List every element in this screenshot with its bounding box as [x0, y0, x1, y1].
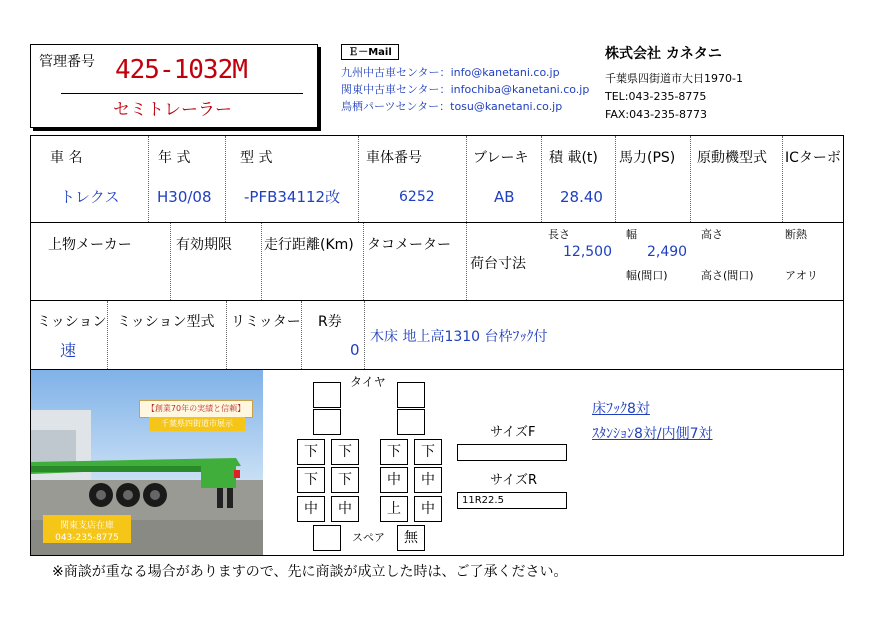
label-length: 長さ — [548, 228, 570, 241]
col-divider — [615, 136, 616, 222]
tire-spare-empty — [313, 525, 341, 551]
label-size-rear: サイズR — [490, 473, 537, 488]
company-tel: TEL:043-235-8775 — [605, 90, 707, 103]
col-divider — [363, 223, 364, 300]
tire-front-left — [313, 382, 341, 408]
tire-rear-right: 中 — [414, 496, 442, 522]
tire-spare: 無 — [397, 525, 425, 551]
label-horsepower: 馬力(PS) — [619, 150, 676, 166]
col-divider — [148, 136, 149, 222]
company-fax: FAX:043-235-8773 — [605, 108, 708, 121]
col-divider — [107, 301, 108, 369]
col-divider — [301, 301, 302, 369]
company-address: 千葉県四街道市大日1970-1 — [605, 72, 743, 85]
email-center-label: 九州中古車センター： — [341, 66, 451, 79]
tire-rear-left: 下 — [297, 439, 325, 465]
value-load: 28.40 — [560, 188, 603, 206]
tire-rear-right: 上 — [380, 496, 408, 522]
email-center-label: 関東中古車センター： — [341, 83, 451, 96]
value-chassis-number: 6252 — [399, 189, 435, 205]
label-inner-height: 高さ(間口) — [701, 269, 754, 282]
value-brake: AB — [494, 188, 515, 206]
label-year: 年 式 — [158, 150, 191, 166]
label-inspection-expiry: 有効期限 — [176, 237, 232, 253]
col-divider — [466, 136, 467, 222]
label-transmission: ミッション — [37, 314, 107, 330]
label-transmission-type: ミッション型式 — [117, 314, 215, 330]
tire-rear-right: 中 — [414, 467, 442, 493]
col-divider — [690, 136, 691, 222]
label-body-maker: 上物メーカー — [48, 237, 132, 253]
note-stanchions: ｽﾀﾝｼｮﾝ8対/内側7対 — [592, 426, 713, 442]
email-address-link[interactable]: tosu@kanetani.co.jp — [450, 100, 563, 113]
value-model: -PFB34112改 — [244, 188, 341, 206]
tire-rear-left: 下 — [331, 467, 359, 493]
label-mileage: 走行距離(Km) — [264, 237, 354, 253]
label-vehicle-name: 車 名 — [50, 150, 83, 166]
vehicle-photo — [31, 370, 263, 555]
row-divider — [30, 222, 844, 223]
stock-tel: 043-235-8775 — [55, 533, 119, 543]
tire-rear-left: 下 — [331, 439, 359, 465]
vehicle-type: セミトレーラー — [113, 100, 232, 120]
size-front-box — [457, 444, 567, 461]
label-load: 積 載(t) — [549, 150, 598, 166]
row-divider — [30, 300, 844, 301]
email-address-link[interactable]: infochiba@kanetani.co.jp — [450, 83, 590, 96]
divider — [61, 93, 303, 94]
banner-location: 千葉県四街道市展示 — [149, 417, 245, 431]
label-insulation: 断熱 — [785, 228, 807, 241]
note-floor-hooks: 床ﾌｯｸ8対 — [592, 401, 650, 417]
tire-rear-right: 下 — [414, 439, 442, 465]
tire-rear-left: 下 — [297, 467, 325, 493]
label-height: 高さ — [701, 228, 723, 241]
label-tachometer: タコメーター — [367, 237, 451, 253]
value-vehicle-name: トレクス — [60, 188, 120, 206]
label-chassis-number: 車体番号 — [366, 150, 422, 166]
value-remarks: 木床 地上高1310 台枠ﾌｯｸ付 — [370, 329, 548, 345]
col-divider — [782, 136, 783, 222]
email-address-link[interactable]: info@kanetani.co.jp — [450, 66, 560, 79]
label-width: 幅 — [626, 228, 637, 241]
label-spare: スペア — [352, 531, 385, 544]
size-rear-value: 11R22.5 — [462, 495, 504, 506]
tire-front-left — [313, 409, 341, 435]
email-center-label: 鳥栖パーツセンター： — [341, 100, 451, 113]
label-r-ticket: R券 — [318, 314, 342, 330]
stock-title: 関東支店在庫 — [59, 521, 114, 531]
col-divider — [364, 301, 365, 369]
tire-rear-right: 下 — [380, 439, 408, 465]
tire-rear-left: 中 — [297, 496, 325, 522]
management-number: 425-1032M — [115, 55, 247, 85]
value-r-ticket: 0 — [350, 341, 360, 359]
col-divider — [466, 223, 467, 300]
size-rear-box — [457, 492, 567, 509]
value-length: 12,500 — [563, 244, 612, 260]
label-model: 型 式 — [240, 150, 273, 166]
label-inner-width: 幅(間口) — [626, 269, 668, 282]
email-tag: Ｅ－Mail — [341, 44, 399, 60]
value-year: H30/08 — [157, 188, 212, 206]
tire-front-right — [397, 382, 425, 408]
email-center-tosu — [341, 101, 562, 112]
value-width: 2,490 — [647, 244, 688, 260]
label-tire: タイヤ — [350, 375, 386, 389]
col-divider — [226, 301, 227, 369]
col-divider — [170, 223, 171, 300]
col-divider — [225, 136, 226, 222]
tire-rear-left: 中 — [331, 496, 359, 522]
label-cargo-dimensions: 荷台寸法 — [470, 256, 526, 272]
tire-front-right — [397, 409, 425, 435]
value-transmission: 速 — [60, 341, 77, 360]
label-aori: アオリ — [785, 269, 818, 282]
management-number-label: 管理番号 — [39, 54, 95, 70]
label-ic-turbo: ICターボ — [785, 150, 841, 166]
banner-70-years: 【創業70年の実績と信頼】 — [139, 400, 253, 418]
company-name: 株式会社 カネタニ — [605, 46, 722, 62]
label-engine-type: 原動機型式 — [697, 150, 767, 166]
col-divider — [541, 136, 542, 222]
stock-badge — [43, 515, 131, 543]
management-number-box — [30, 44, 318, 128]
tire-rear-right: 中 — [380, 467, 408, 493]
label-brake: ブレーキ — [473, 150, 529, 166]
col-divider — [261, 223, 262, 300]
label-limiter: リミッター — [231, 314, 301, 330]
footer-note: ※商談が重なる場合がありますので、先に商談が成立した時は、ご了承ください。 — [52, 564, 568, 580]
email-center-kanto — [341, 84, 589, 95]
email-center-kyushu — [341, 67, 560, 78]
label-size-front: サイズF — [490, 425, 536, 440]
col-divider — [358, 136, 359, 222]
